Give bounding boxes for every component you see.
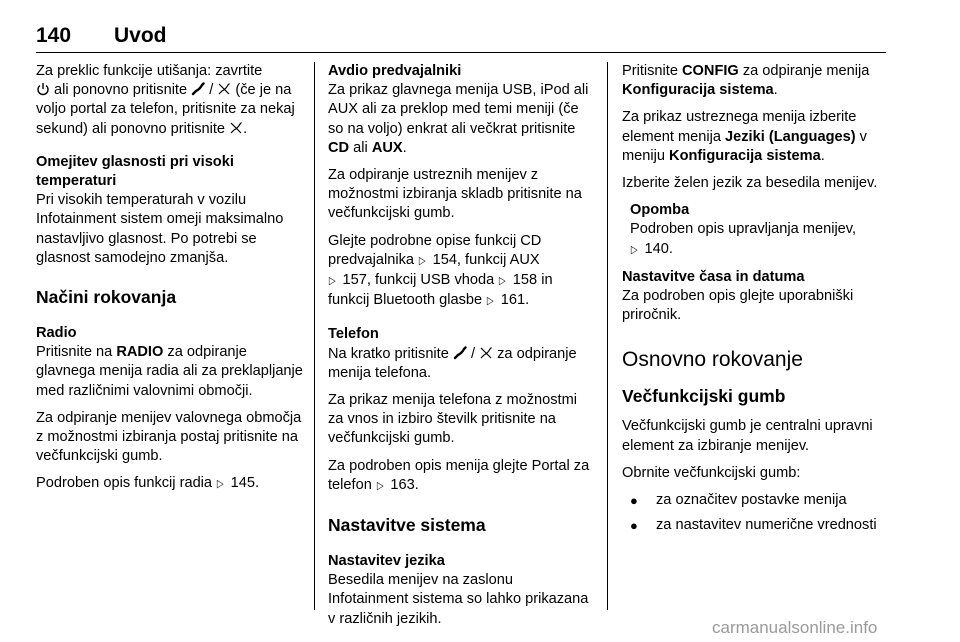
time-date-heading: Nastavitve časa in datuma	[622, 268, 805, 285]
section-title: Uvod	[114, 24, 167, 47]
phone-heading: Telefon	[328, 326, 379, 343]
cross-ref-triangle-icon: ▷	[216, 478, 224, 491]
column-3	[622, 62, 890, 541]
audio-paragraph-3: Glejte podrobne opise funkcij CD predvajalnika ▷ 154, funkcij AUX ▷ 157, funkcij USB vhoda ▷ 158 in funkcij Bluetooth glasbe ▷ 161.	[328, 232, 594, 312]
time-date-text: Za podroben opis glejte uporabniški priročnik.	[622, 288, 854, 324]
multifunction-paragraph-1: Večfunkcijski gumb je centralni upravni element za izbiranje menijev.	[622, 418, 873, 454]
multifunction-bullets	[630, 491, 890, 535]
column-1	[36, 62, 304, 503]
page-header	[36, 10, 886, 56]
note-text: Podroben opis upravljanja menijev, ▷ 140.	[630, 220, 890, 259]
phone-end-icon	[217, 82, 231, 96]
language-heading: Nastavitev jezika	[328, 553, 445, 570]
multifunction-heading: Večfunkcijski gumb	[622, 386, 786, 407]
column-2	[328, 62, 594, 637]
list-item: ● za nastavitev numerične vrednosti	[630, 516, 890, 535]
cross-ref-triangle-icon: ▷	[376, 479, 384, 492]
cross-ref-triangle-icon: ▷	[630, 243, 638, 256]
language-text: Besedila menijev na zaslonu Infotainment sistema so lahko prikazana v različnih jezikih.	[328, 572, 589, 627]
column-divider-1	[314, 62, 315, 610]
high-temp-heading: Omejitev glasnosti pri visoki temperaturi	[36, 153, 234, 190]
radio-paragraph-3: Podroben opis funkcij radia ▷ 145.	[36, 474, 304, 494]
audio-heading: Avdio predvajalniki	[328, 63, 462, 79]
audio-paragraph-1: Za prikaz glavnega menija USB, iPod ali AUX ali za preklop med temi meniji (če so na voljo) enkrat ali večkrat pritisnite CD ali AUX.	[328, 82, 589, 156]
cross-ref-triangle-icon: ▷	[487, 295, 494, 308]
languages-menu-paragraph: Za prikaz ustreznega menija izberite element menija Jeziki (Languages) v meniju Konfiguracija sistema.	[622, 109, 867, 164]
cross-ref-triangle-icon: ▷	[328, 275, 336, 288]
system-settings-heading: Nastavitve sistema	[328, 515, 486, 536]
cross-ref-triangle-icon: ▷	[499, 275, 506, 288]
phone-paragraph-1: Na kratko pritisnite / za odpiranje menija telefona.	[328, 345, 577, 381]
operating-modes-heading: Načini rokovanja	[36, 287, 177, 308]
radio-heading: Radio	[36, 325, 77, 342]
phone-paragraph-2: Za prikaz menija telefona z možnostmi za vnos in izbiro številk pritisnite na večfunkcijski gumb.	[328, 392, 578, 447]
cross-ref-triangle-icon: ▷	[418, 254, 426, 267]
radio-paragraph-1: Pritisnite na RADIO za odpiranje glavnega menija radia ali za preklapljanje med različnimi valovnimi območji.	[36, 344, 303, 399]
phone-icon	[191, 82, 205, 96]
header-rule	[36, 52, 886, 53]
multifunction-paragraph-2: Obrnite večfunkcijski gumb:	[622, 464, 801, 481]
select-language-paragraph: Izberite želen jezik za besedila menijev.	[622, 175, 878, 192]
column-divider-2	[607, 62, 608, 610]
note-box	[630, 201, 890, 260]
audio-paragraph-2: Za odpiranje ustreznih menijev z možnostmi izbiranja skladb pritisnite na večfunkcijski gumb.	[328, 167, 582, 222]
config-paragraph: Pritisnite CONFIG za odpiranje menija Konfiguracija sistema.	[622, 63, 870, 99]
page-number: 140	[36, 24, 72, 47]
power-icon	[36, 82, 50, 96]
high-temp-text: Pri visokih temperaturah v vozilu Infotainment sistem omeji maksimalno nastavljivo glasnost. Po potrebi se glasnost samodejno zmanjša.	[36, 192, 284, 266]
phone-end-icon	[479, 346, 493, 360]
list-item: ● za označitev postavke menija	[630, 491, 890, 510]
watermark: carmanualsonline.info	[712, 618, 878, 637]
radio-paragraph-2: Za odpiranje menijev valovnega območja z možnostmi izbiranja postaj pritisnite na večfunkcijski gumb.	[36, 409, 302, 465]
mute-paragraph: Za preklic funkcije utišanja: zavrtite ali ponovno pritisnite / (če je na voljo portal za telefon, pritisnite za nekaj sekund) ali ponovno pritisnite .	[36, 63, 295, 137]
note-title: Opomba	[630, 202, 690, 219]
phone-end-icon	[229, 121, 243, 135]
phone-paragraph-3: Za podroben opis menija glejte Portal za telefon ▷ 163.	[328, 457, 594, 496]
phone-icon	[453, 346, 467, 360]
basic-operation-heading: Osnovno rokovanje	[622, 348, 803, 372]
